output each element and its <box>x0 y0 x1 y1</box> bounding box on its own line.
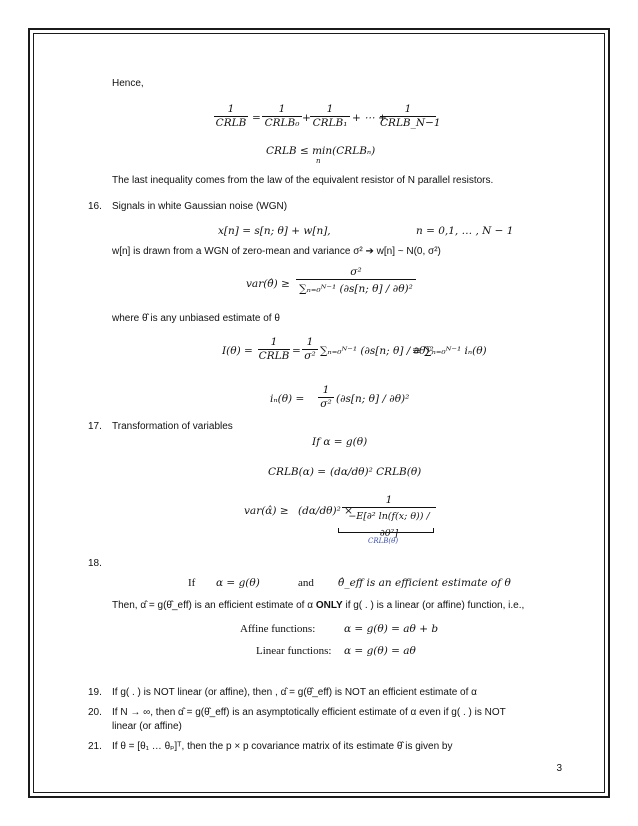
item18-if-word: If <box>188 577 196 589</box>
item21-text: If θ = [θ₁ … θₚ]ᵀ, then the p × p covariance matrix of its estimate θ̂ is given by <box>112 741 453 752</box>
item17-var-lhs: var(α̂) ≥ <box>244 505 289 517</box>
affine-eq: α = g(θ) = aθ + b <box>344 623 439 635</box>
affine-label: Affine functions: <box>240 623 316 635</box>
inequality-note: The last inequality comes from the law of the equivalent resistor of N parallel resistors. <box>112 175 494 186</box>
item18-eff-text: θ̂_eff is an efficient estimate of θ <box>338 577 511 589</box>
item20-text-a: If N → ∞, then α̂ = g(θ̂_eff) is an asymptotically efficient estimate of α even if g( . ) is NOT <box>112 707 506 718</box>
fisher-lhs: I(θ) = <box>222 345 253 357</box>
fisher-fraction-sigma: 1 σ² <box>302 336 318 363</box>
item17-var-fraction: 1 −E[∂² ln(f(x; θ)) / ∂θ²] <box>342 494 436 542</box>
item18-and-word: and <box>298 577 314 589</box>
item18-then-line <box>112 600 524 612</box>
fisher-equals: = <box>292 345 301 357</box>
item17-var-mid: (dα/dθ)² × <box>298 505 353 517</box>
fisher-sum: ∑ₙ₌₀ᴺ⁻¹ (∂s[n; θ] / ∂θ)² <box>320 345 434 357</box>
item-number-20: 20. <box>88 707 102 718</box>
min-subscript: n <box>316 157 321 165</box>
item16-signal-eq: x[n] = s[n; θ] + w[n], <box>218 225 331 237</box>
item16-range-eq: n = 0,1, … , N − 1 <box>416 225 514 237</box>
item17-crlb-rhs: (dα/dθ)² CRLB(θ) <box>330 466 422 478</box>
equation-crlb-min: CRLB ≤ min(CRLBₙ) <box>266 145 376 157</box>
equals-sign: = <box>252 112 261 124</box>
linear-eq: α = g(θ) = aθ <box>344 645 416 657</box>
fraction-term-n: 1 CRLB_N−1 <box>380 103 441 129</box>
item17-title: Transformation of variables <box>112 421 233 432</box>
fisher-fraction-crlb: 1 CRLB <box>258 336 290 362</box>
item-number-19: 19. <box>88 687 102 698</box>
item19-text: If g( . ) is NOT linear (or affine), then , α̂ = g(θ̂_eff) is NOT an efficient estimate of α <box>112 687 477 698</box>
item16-var-lhs: var(θ̂) ≥ <box>246 278 290 290</box>
crlb-brace-label: CRLB(θ) <box>368 537 399 545</box>
item17-crlb-lhs: CRLB(α) = <box>268 466 327 478</box>
item-number-16: 16. <box>88 201 102 212</box>
item16-title: Signals in white Gaussian noise (WGN) <box>112 201 288 212</box>
crlb-underbrace <box>338 528 434 533</box>
fraction-term-1: 1 CRLB₁ <box>310 103 350 130</box>
page-number: 3 <box>556 763 562 774</box>
item-number-18: 18. <box>88 558 102 569</box>
item-number-17: 17. <box>88 421 102 432</box>
in-lhs: iₙ(θ) = <box>270 393 305 405</box>
item17-if-line: If α = g(θ) <box>312 436 368 448</box>
item-number-21: 21. <box>88 741 102 752</box>
item20-text-b: linear (or affine) <box>112 721 182 732</box>
item18-then-a: Then, α̂ = g(θ̂_eff) is an efficient estimate of α <box>112 600 314 611</box>
item16-wgn-line: w[n] is drawn from a WGN of zero-mean and variance σ² ➔ w[n] ~ N(0, σ²) <box>112 246 441 257</box>
in-fraction: 1 σ² <box>318 384 334 411</box>
fisher-equiv-sum: ≡ ∑ₙ₌₀ᴺ⁻¹ iₙ(θ) <box>412 345 487 357</box>
item18-only-word: ONLY <box>315 600 343 611</box>
dots-sign: + ⋯ + <box>352 112 387 124</box>
hence-text: Hence, <box>112 78 144 89</box>
item16-var-fraction: σ² ∑ₙ₌₀ᴺ⁻¹ (∂s[n; θ] / ∂θ)² <box>296 266 416 298</box>
fraction-lhs: 1 CRLB <box>215 103 247 129</box>
item16-where-line: where θ̂ is any unbiased estimate of θ <box>112 313 280 324</box>
item18-then-b: if g( . ) is a linear (or affine) function, i.e., <box>345 600 525 611</box>
fraction-term-0: 1 CRLB₀ <box>262 103 302 130</box>
plus-sign: + <box>302 112 311 124</box>
item18-if-eq: α = g(θ) <box>216 577 260 589</box>
in-rhs: (∂s[n; θ] / ∂θ)² <box>336 393 410 405</box>
linear-label: Linear functions: <box>256 645 332 657</box>
